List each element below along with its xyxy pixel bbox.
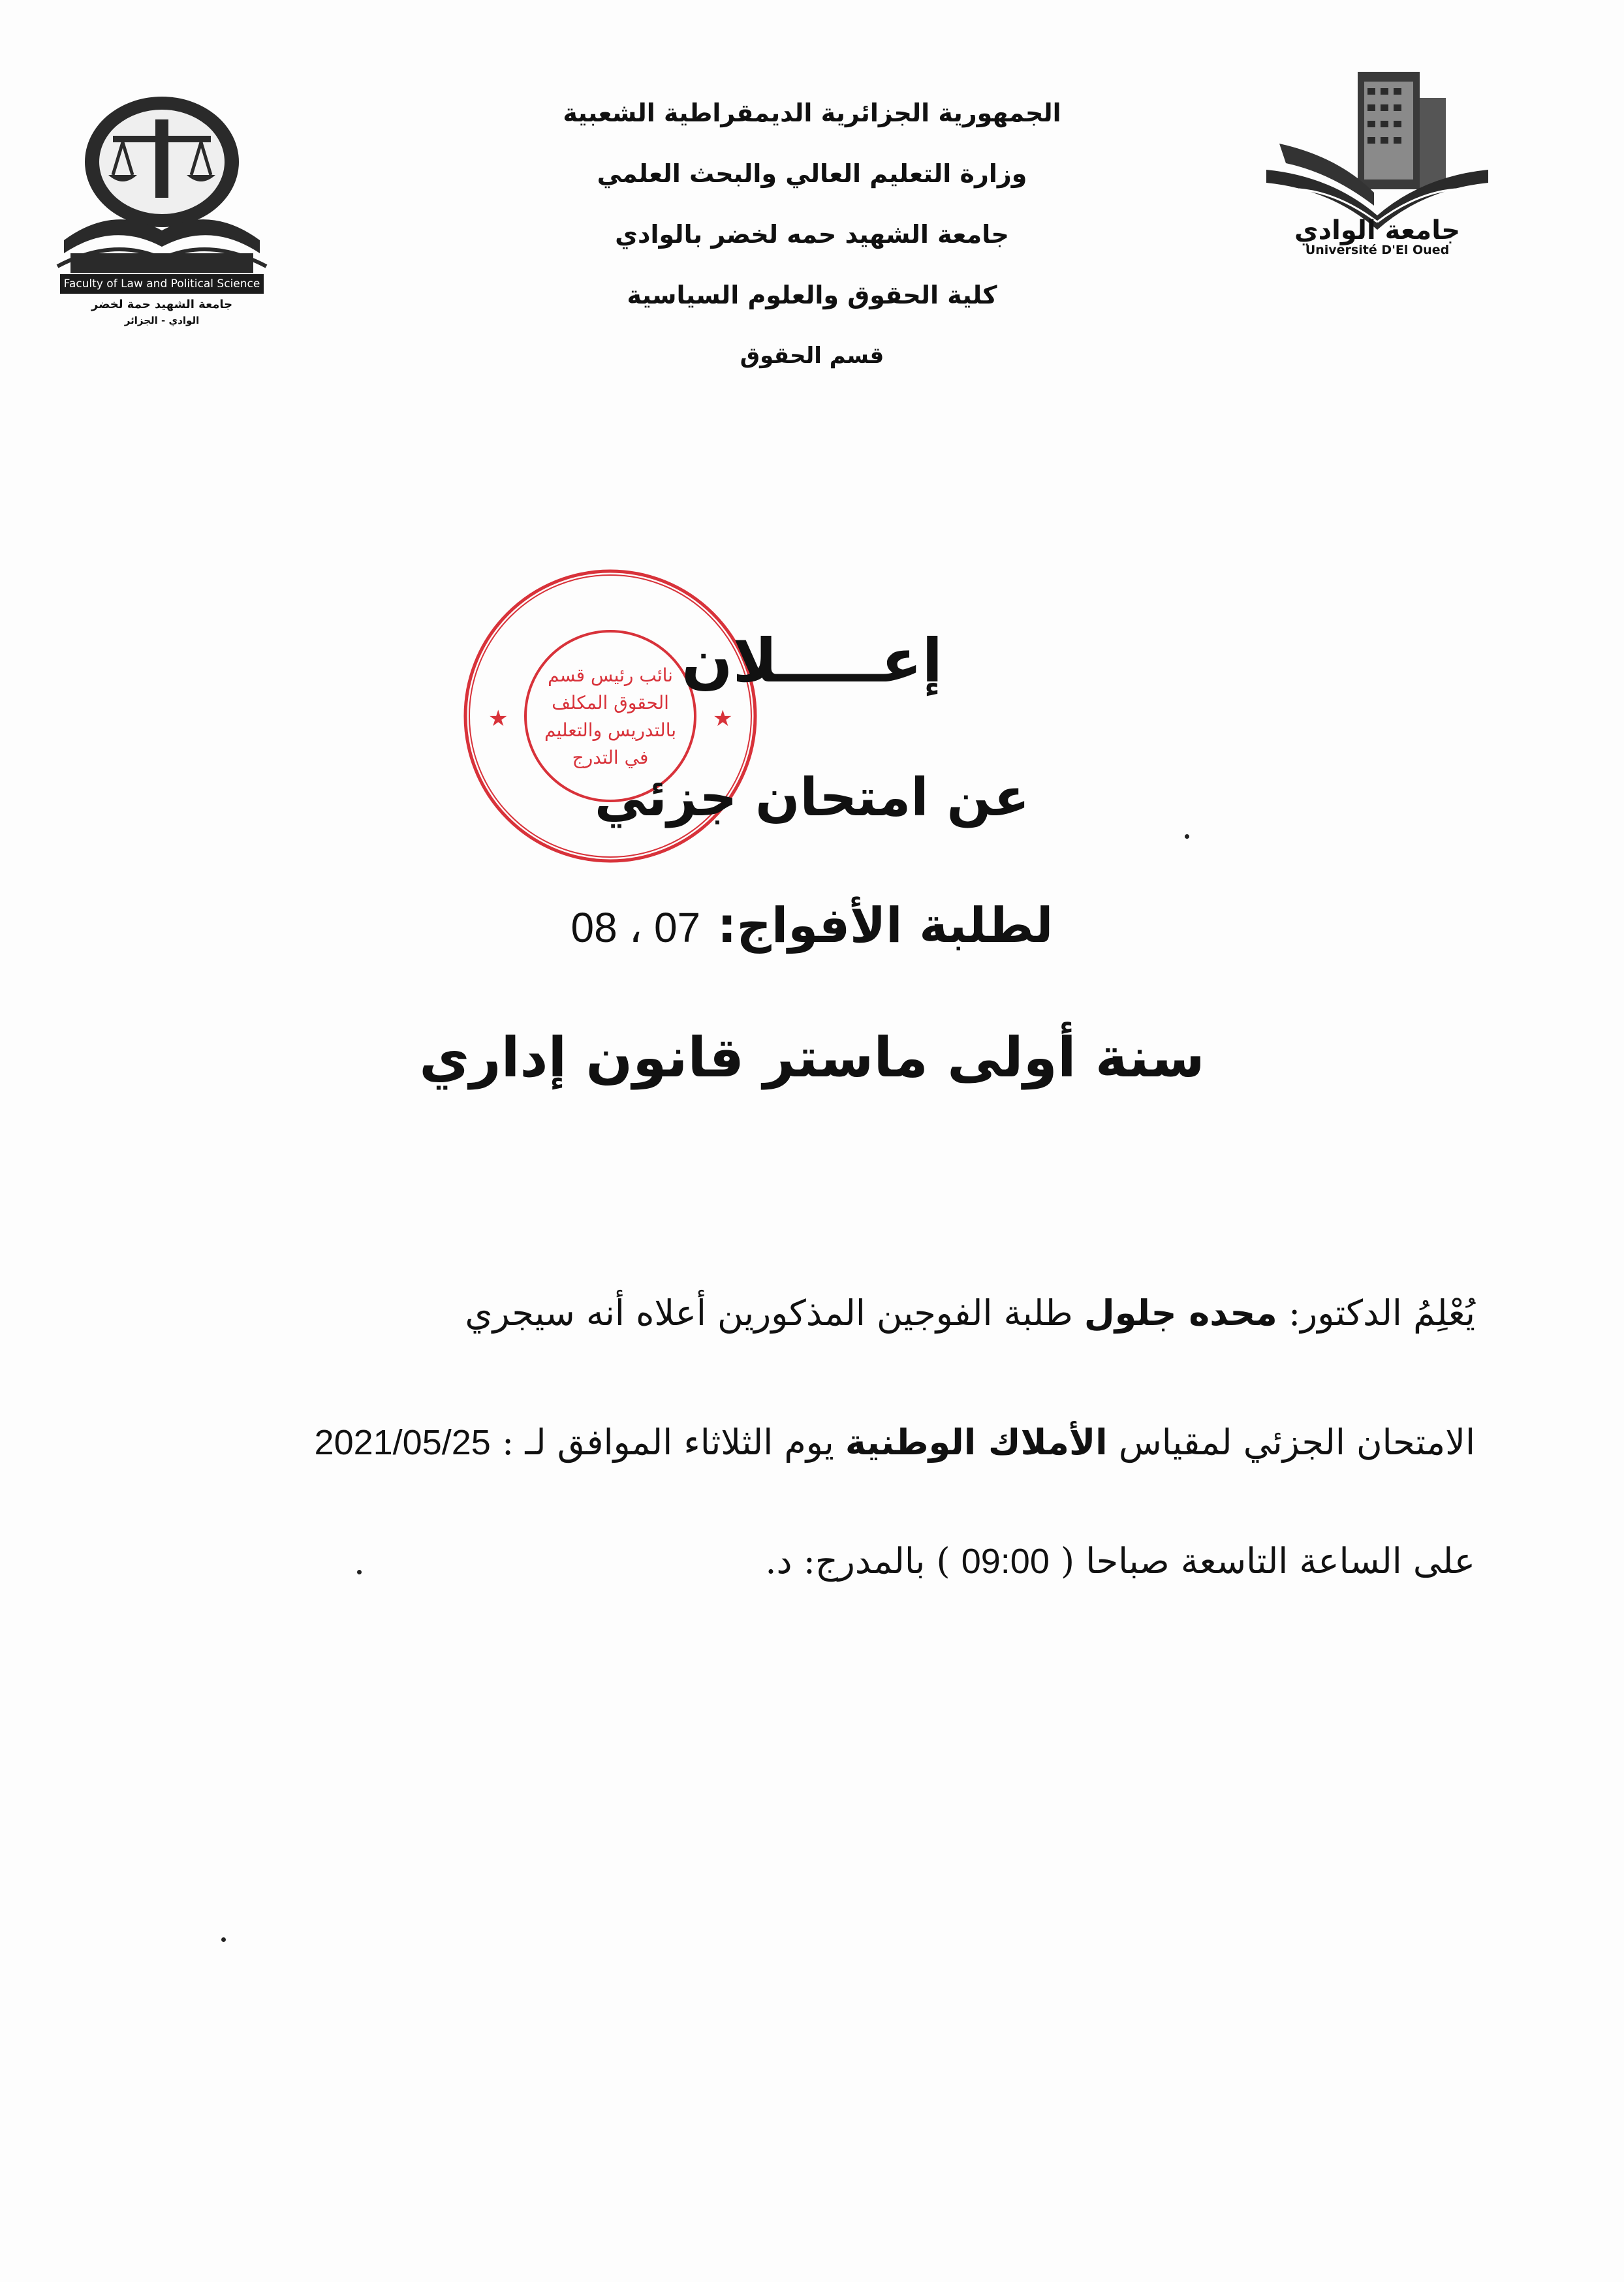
header-faculty: كلية الحقوق والعلوم السياسية <box>627 281 997 309</box>
scan-speck <box>1185 834 1189 839</box>
body-line-2-mid: يوم الثلاثاء الموافق لـ : <box>490 1422 845 1463</box>
body-line-3 <box>765 1540 1475 1582</box>
stamp-inner-line-1: نائب رئيس قسم <box>548 664 673 686</box>
exam-time: 09:00 <box>961 1542 1050 1581</box>
header-country: الجمهورية الجزائرية الديمقراطية الشعبية <box>563 99 1061 127</box>
body-line-1-intro: يُعْلِمُ الدكتور: <box>1277 1292 1475 1334</box>
header-university: جامعة الشهيد حمه لخضر بالوادي <box>615 220 1009 249</box>
stamp-inner-line-4: في التدرج <box>572 747 649 768</box>
groups-values: 07 ، 08 <box>570 904 701 951</box>
svg-text:★: ★ <box>713 706 733 732</box>
document-header <box>392 98 1232 401</box>
scan-speck <box>357 1570 362 1574</box>
stamp-outer-text <box>457 563 470 569</box>
doctor-name: محده جلول <box>1084 1292 1277 1334</box>
groups-heading <box>0 894 1624 959</box>
scan-speck <box>221 1937 226 1942</box>
faculty-logo-sub-text-1: جامعة الشهيد حمة لخضر <box>91 298 233 311</box>
body-line-2-intro: الامتحان الجزئي لمقياس <box>1107 1422 1475 1463</box>
announcement-title: إعـــــلان <box>681 626 943 696</box>
stamp-inner-line-2: الحقوق المكلف <box>552 692 669 713</box>
faculty-scales-book-logo-icon <box>51 90 273 332</box>
header-department: قسم الحقوق <box>740 343 884 369</box>
study-year-heading: سنة أولى ماستر قانون إداري <box>419 1025 1205 1089</box>
university-logo-arabic-text: جامعة الوادي <box>1294 215 1461 245</box>
exam-date: 2021/05/25 <box>314 1423 491 1462</box>
exam-subject-heading: عن امتحان جزئي <box>594 767 1030 828</box>
groups-label: لطلبة الأفواج: <box>717 898 1054 954</box>
university-logo-french-text: Université D'El Oued <box>1305 243 1450 257</box>
faculty-logo <box>51 90 273 332</box>
stamp-inner-line-3: بالتدريس والتعليم <box>544 719 677 741</box>
faculty-logo-english-text: Faculty of Law and Political Science <box>60 274 264 294</box>
header-ministry: وزارة التعليم العالي والبحث العلمي <box>597 159 1027 188</box>
body-line-1 <box>465 1292 1475 1334</box>
body-line-3-intro: على الساعة التاسعة صباحا ( <box>1049 1540 1475 1582</box>
body-line-2 <box>315 1422 1475 1463</box>
body-line-3-rest: ) بالمدرج: د. <box>765 1540 961 1582</box>
svg-text:وزارة التعليم العالي والبحث ال <box>457 563 470 569</box>
exam-module-name: الأملاك الوطنية <box>845 1422 1108 1463</box>
body-line-1-rest: طلبة الفوجين المذكورين أعلاه أنه سيجري <box>465 1292 1084 1334</box>
svg-text:★: ★ <box>488 706 508 732</box>
faculty-logo-sub-text-2: الوادي - الجزائر <box>124 315 200 326</box>
